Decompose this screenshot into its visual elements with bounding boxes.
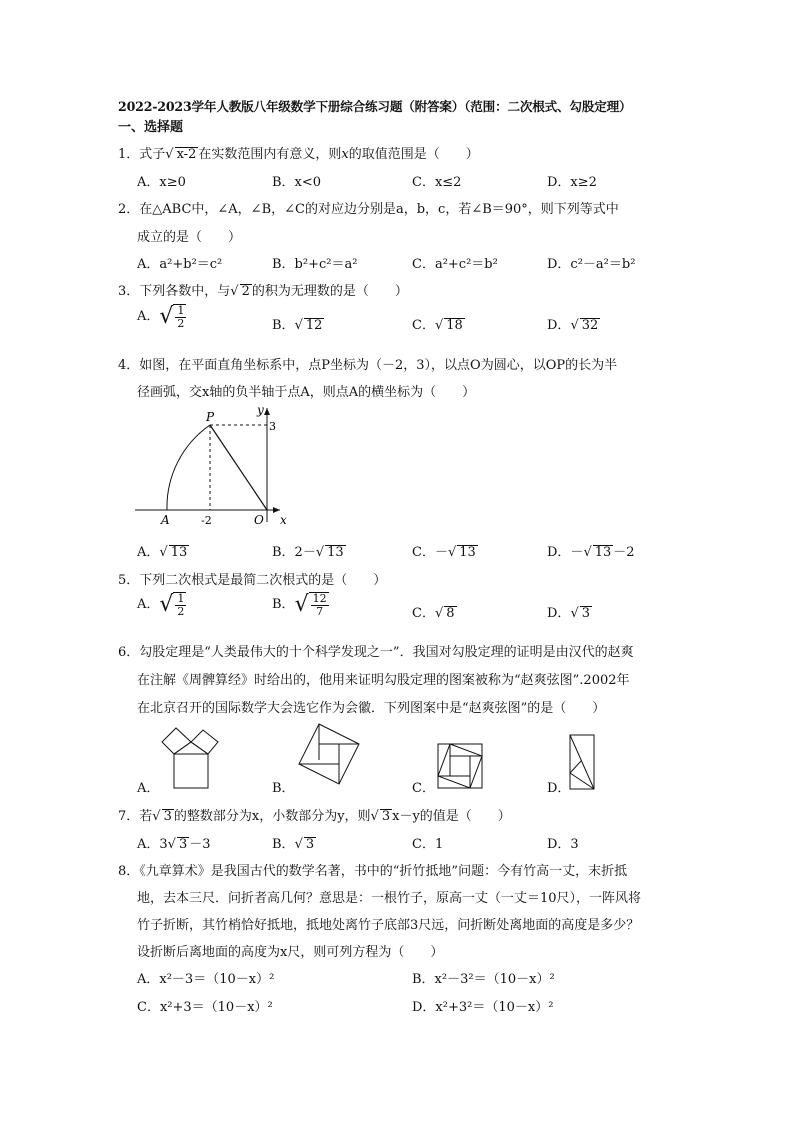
question-2-option-a[interactable]: A．a²+b²＝c² [137, 257, 223, 272]
question-2-option-d[interactable]: D．c²－a²＝b² [547, 257, 636, 272]
question-8-line-2: 地，去本三尺．问折者高几何？意思是：一根竹子，原高一丈（一丈＝10尺），一阵风将 [137, 891, 642, 906]
question-8-line-3: 竹子折断，其竹梢恰好抵地，抵地处离竹子底部3尺远，问折断处离地面的高度是多少？ [137, 918, 640, 933]
question-8-option-a[interactable]: A．x²－3＝（10－x）² [137, 972, 275, 987]
question-5-option-c[interactable]: C．√ 8 [412, 606, 455, 621]
label-x: x [280, 513, 287, 527]
question-8-option-d[interactable]: D．x²+3²＝（10－x）² [412, 1000, 554, 1015]
question-6-line-2: 在注解《周髀算经》时给出的，他用来证明勾股定理的图案被称为“赵爽弦图”.2002年 [137, 673, 630, 688]
question-4-coordinate-figure [130, 400, 300, 530]
question-5-stem: 5．下列二次根式是最简二次根式的是（ ） [118, 573, 387, 588]
question-6-figure-c [436, 742, 484, 790]
question-1-stem: 1．式子√ x-2 在实数范围内有意义，则x的取值范围是（ ） [118, 147, 479, 162]
question-6-figure-d [568, 733, 596, 791]
question-1-option-d[interactable]: D．x≥2 [547, 175, 597, 190]
question-4-option-a[interactable]: A．√ 13 [137, 545, 188, 560]
question-6-option-a[interactable]: A． [137, 781, 160, 796]
question-5-option-b[interactable]: B．√ $\frac{12}{7}$ [272, 592, 327, 618]
question-2-line-2: 成立的是（ ） [137, 230, 242, 245]
question-6-option-c[interactable]: C． [412, 781, 435, 796]
segment-op [210, 425, 267, 510]
question-8-line-1: 8．《九章算术》是我国古代的数学名著，书中的“折竹抵地”问题：今有竹高一丈，末折抵 [118, 864, 628, 879]
question-4-line-1: 4．如图，在平面直角坐标系中，点P坐标为（－2，3），以点O为圆心，以OP的长为半 [118, 358, 618, 373]
question-1-option-b[interactable]: B．x<0 [272, 175, 322, 190]
question-2-line-1: 2．在△ABC中，∠A，∠B，∠C的对应边分别是a，b，c，若∠B＝90°，则下列等式中 [118, 202, 619, 217]
question-3-option-d[interactable]: D．√ 32 [547, 318, 599, 333]
label-y: y [257, 403, 264, 417]
question-7-option-c[interactable]: C．1 [412, 837, 444, 852]
page-title: 2022-2023学年人教版八年级数学下册综合练习题（附答案）（范围：二次根式、勾股定理） [118, 99, 632, 114]
label-a: A [161, 513, 170, 527]
question-3-stem: 3．下列各数中，与√ 2 的积为无理数的是（ ） [118, 284, 408, 299]
question-7-option-b[interactable]: B．√ 3 [272, 837, 315, 852]
question-6-figure-a [160, 722, 222, 790]
question-3-option-c[interactable]: C．√ 18 [412, 318, 463, 333]
question-7-option-a[interactable]: A．3√ 3 －3 [137, 837, 211, 852]
question-4-option-b[interactable]: B．2－√ 13 [272, 545, 344, 560]
question-4-line-2: 径画弧，交x轴的负半轴于点A，则点A的横坐标为（ ） [137, 385, 476, 400]
question-4-option-c[interactable]: C．－√ 13 [412, 545, 476, 560]
question-8-option-b[interactable]: B．x²－3²＝（10－x）² [412, 972, 555, 987]
question-5-option-d[interactable]: D．√ 3 [547, 606, 591, 621]
question-7-stem: 7．若√ 3 的整数部分为x，小数部分为y，则√ 3 x－y的值是（ ） [118, 809, 511, 824]
label-neg2: -2 [201, 514, 212, 527]
question-3-option-b[interactable]: B．√ 12 [272, 318, 323, 333]
question-2-option-b[interactable]: B．b²+c²＝a² [272, 257, 358, 272]
x-axis-arrow [273, 507, 280, 513]
label-o: O [254, 513, 264, 527]
question-1-option-c[interactable]: C．x≤2 [412, 175, 462, 190]
question-6-line-1: 6．勾股定理是“人类最伟大的十个科学发现之一”．我国对勾股定理的证明是由汉代的赵爽 [118, 645, 634, 660]
question-8-option-c[interactable]: C．x²+3＝（10－x）² [137, 1000, 273, 1015]
y-axis-arrow [264, 408, 270, 415]
question-2-option-c[interactable]: C．a²+c²＝b² [412, 257, 498, 272]
question-8-line-4: 设折断后离地面的高度为x尺，则可列方程为（ ） [137, 945, 444, 960]
question-1-option-a[interactable]: A．x≥0 [137, 175, 186, 190]
question-6-option-b[interactable]: B． [272, 781, 295, 796]
label-p: P [206, 410, 215, 424]
question-6-option-d[interactable]: D． [547, 781, 571, 796]
section-heading: 一、选择题 [118, 120, 184, 135]
arc-op [167, 425, 210, 510]
question-3-option-a[interactable]: A．√ $\frac{1}{2}$ [137, 304, 185, 330]
label-three: 3 [269, 420, 276, 433]
question-6-line-3: 在北京召开的国际数学大会选它作为会徽．下列图案中是“赵爽弦图”的是（ ） [137, 701, 606, 716]
question-7-option-d[interactable]: D．3 [547, 837, 579, 852]
question-5-option-a[interactable]: A．√ $\frac{1}{2}$ [137, 592, 185, 618]
question-6-figure-b [297, 722, 361, 786]
question-4-option-d[interactable]: D．－√ 13 －2 [547, 545, 635, 560]
